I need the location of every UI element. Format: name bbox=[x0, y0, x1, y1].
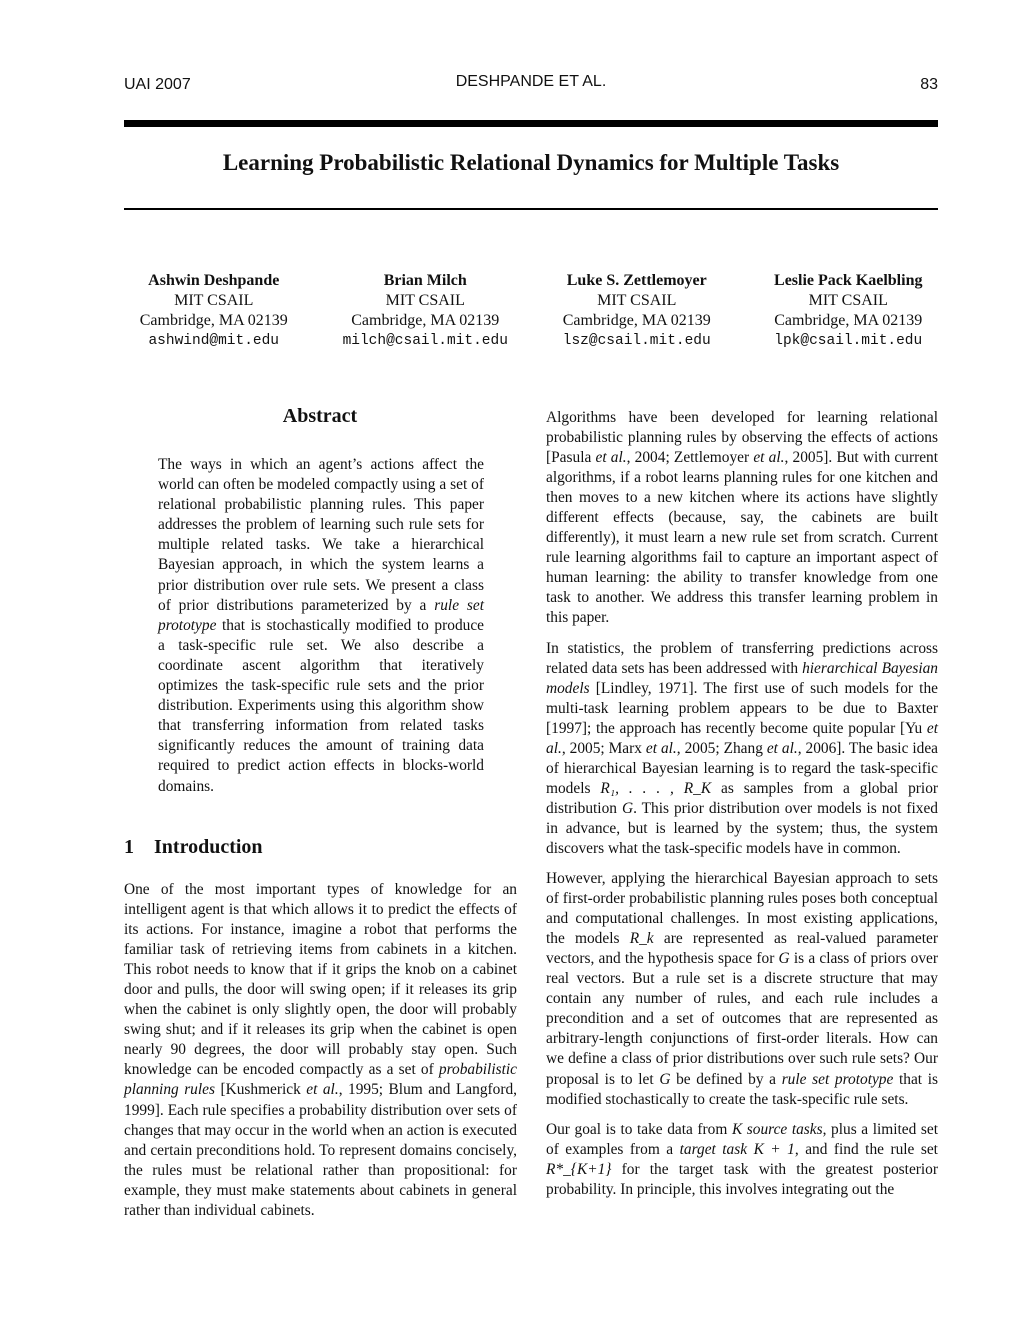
running-head-authors: DESHPANDE ET AL. bbox=[455, 73, 607, 90]
title-bottom-rule bbox=[124, 208, 938, 210]
author-name: Leslie Pack Kaelbling bbox=[774, 272, 923, 289]
right-column bbox=[546, 408, 938, 1210]
author-location: Cambridge, MA 02139 bbox=[774, 312, 923, 329]
venue-label: UAI 2007 bbox=[124, 76, 191, 93]
paper-title: Learning Probabilistic Relational Dynamics for Multiple Tasks bbox=[222, 150, 840, 175]
math: K + 1 bbox=[753, 1140, 795, 1158]
abstract-text: The ways in which an agent’s actions affect the world can often be modeled compactly using a set of relational probabilistic planning rules. This paper addresses the problem of learning such rule sets for multiple related tasks. We take a hierarchical Bayesian approach, in which the system learns a prior distribution over rule sets. We present a class of prior distributions parameterized by a rule set prototype that is stochastically modified to produce a task-specific rule set. We also describe a coordinate ascent algorithm that iteratively optimizes the task-specific rule sets and the prior distribution. Experiments using this algorithm show that transferring information from related tasks significantly reduces the amount of training data required to predict action effects in blocks-world domains. bbox=[158, 456, 484, 795]
author-location: Cambridge, MA 02139 bbox=[562, 312, 711, 329]
math: R_k bbox=[629, 930, 654, 948]
math: G bbox=[621, 799, 634, 817]
author-email[interactable]: milch@csail.mit.edu bbox=[342, 333, 508, 349]
author-location: Cambridge, MA 02139 bbox=[351, 312, 500, 329]
author-email[interactable]: lpk@csail.mit.edu bbox=[774, 333, 923, 349]
author-location: Cambridge, MA 02139 bbox=[139, 312, 288, 329]
author-affiliation: MIT CSAIL bbox=[174, 292, 254, 309]
running-head bbox=[124, 73, 938, 98]
paragraph: In statistics, the problem of transferring predictions across related data sets has been addressed with hierarchical Bayesian models [Lindley, 1971]. The first use of such models for the multi-task learning problem appears to be due to Baxter [1997]; the approach has recently become quite popular [Yu et al., 2005; Marx et al., 2005; Zhang et al., 2006]. The basic idea of hierarchical Bayesian learning is to regard the task-specific models R₁, . . . , R_K as samples from a global prior distribution G. This prior distribution over models is not fixed in advance, but is learned by the system; thus, the system discovers what the task-specific models have in common. bbox=[546, 639, 939, 857]
intro-paragraph: One of the most important types of knowledge for an intelligent agent is that which allows it to predict the effects of its actions. For instance, imagine a robot that performs the familiar task of retrieving items from cabinets in a kitchen. This robot needs to know that if it grips the knob on a cabinet door and pulls, the door will swing open; if it releases its grip when the cabinet is only slightly open, the door will probably swing shut; and if it releases its grip when the cabinet is open nearly 90 degrees, the door will probably stay open. Such knowledge can be encoded compactly as a set of probabilistic planning rules [Kushmerick et al., 1995; Blum and Langford, 1999]. Each rule specifies a probability distribution over sets of changes that may occur in the world when an action is executed and certain preconditions hold. To represent domains concisely, the rules must be relational rather than propositional: for example, they must make statements about cabinets in general rather than individual cabinets. bbox=[124, 881, 518, 1219]
math: K bbox=[731, 1120, 743, 1138]
section-number: 1 bbox=[124, 836, 134, 858]
title-top-rule bbox=[124, 120, 938, 127]
paragraph: Algorithms have been developed for learning relational probabilistic planning rules by observing the effects of actions [Pasula et al., 2004; Zettlemoyer et al., 2005]. But with current algorithms, if a robot learns planning rules for one kitchen and then moves to a new kitchen where its actions have slightly different effects (because, say, the cabinets are built differently), it must learn a new rule set from scratch. Current rule learning algorithms fail to capture an important aspect of human learning: the ability to transfer knowledge from one task to another. We address this transfer learning problem in this paper. bbox=[546, 409, 938, 627]
section-heading bbox=[124, 836, 263, 859]
abstract-heading: Abstract bbox=[282, 405, 358, 427]
author-affiliation: MIT CSAIL bbox=[808, 292, 888, 309]
author-affiliation: MIT CSAIL bbox=[385, 292, 465, 309]
author-email[interactable]: ashwind@mit.edu bbox=[148, 333, 280, 349]
author-affiliation: MIT CSAIL bbox=[597, 292, 677, 309]
author bbox=[320, 271, 532, 351]
math: R₁, . . . , R_K bbox=[600, 779, 712, 797]
author-name: Luke S. Zettlemoyer bbox=[566, 272, 707, 289]
math: G bbox=[659, 1070, 671, 1088]
author-name: Brian Milch bbox=[383, 272, 467, 289]
author-name: Ashwin Deshpande bbox=[148, 272, 280, 289]
author-block bbox=[108, 271, 954, 351]
section-title: Introduction bbox=[154, 836, 263, 858]
author bbox=[108, 271, 320, 351]
math: G bbox=[778, 950, 790, 968]
paragraph: However, applying the hierarchical Bayesian approach to sets of first-order probabilistic planning rules poses both conceptual and computational challenges. In most existing applications, the models R_k are represented as real-valued parameter vectors, and the hypothesis space for G is a class of priors over real vectors. But a rule set is a discrete structure that may contain any number of rules, and each rule includes a precondition and a set of outcomes that are represented as arbitrary-length conjunctions of first-order literals. How can we define a class of prior distributions over such rule sets? Our proposal is to let G be defined by a rule set prototype that is modified stochastically to create the task-specific rule sets. bbox=[546, 870, 939, 1108]
math: R*_{K+1} bbox=[546, 1160, 612, 1178]
page-number: 83 bbox=[920, 76, 938, 93]
author bbox=[743, 271, 955, 351]
paragraph: Our goal is to take data from K source tasks, plus a limited set of examples from a target task K + 1, and find the rule set R*_{K+1} for the target task with the greatest posterior probability. In principle, this involves integrating out the bbox=[546, 1120, 938, 1198]
author-email[interactable]: lsz@csail.mit.edu bbox=[562, 333, 711, 349]
author bbox=[531, 271, 743, 351]
